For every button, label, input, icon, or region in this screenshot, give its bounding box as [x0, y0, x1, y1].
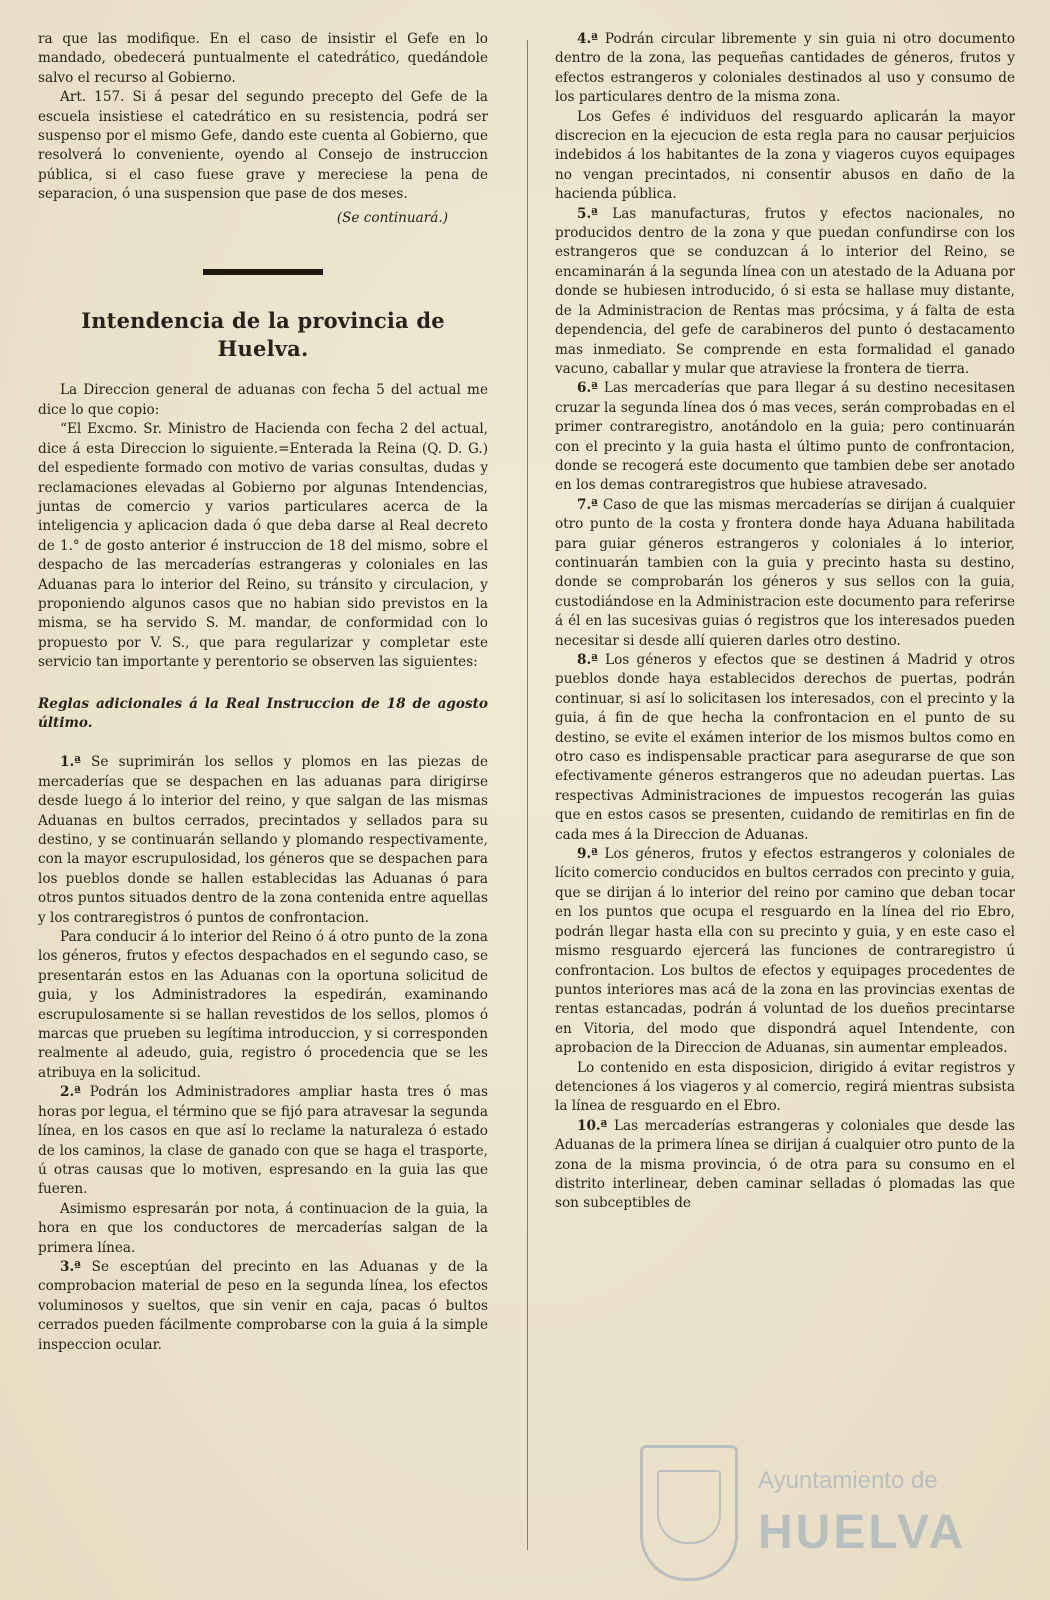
archive-watermark — [640, 1445, 1040, 1595]
rule-10 — [555, 1117, 1015, 1214]
rule-2-continued: Asimismo espresarán por nota, á continuacion de la guia, la hora en que los conductores de mercaderías salgan de la primera línea. — [38, 1200, 488, 1256]
rule-number: 7.ª — [577, 496, 598, 513]
rule-text: Se esceptúan del precinto en las Aduanas y de la comprobacion material de peso en la segunda línea, los efectos voluminosos y sueltos, que sin venir en caja, pacas ó bultos cerrados pueden fácilmente comprobarse con la guia á la simple inspeccion ocular. — [38, 1258, 488, 1353]
rule-7 — [555, 496, 1015, 651]
rule-text: Podrán circular libremente y sin guia ni otro documento dentro de la zona, las pequeñas cantidades de géneros, frutos y efectos estrangeros y coloniales destinados al uso y consumo de los particulares dentro de la misma zona. — [555, 31, 1016, 106]
rule-text: Los géneros y efectos que se destinen á Madrid y otros pueblos donde haya establecidos derechos de puertas, podrán continuar, si así lo solicitasen los interesados, con el precinto y la guia, á fin de que hecha la confrontacion en el punto de su destino, se evite el exámen interior de los mismos bultos como en otro caso es indispensable practicar para asegurarse de que son efectivamente géneros estrangeros que no adeudan puertas. Las respectivas Administraciones de impuestos recogerán las guias que en estos casos se presenten, cuidando de remitirlas en fin de cada mes á la Direccion de Aduanas. — [555, 652, 1015, 843]
watermark-line-1: Ayuntamiento de — [758, 1467, 938, 1494]
rule-4 — [555, 30, 1015, 108]
rule-number: 8.ª — [577, 652, 598, 668]
rule-9-continued: Lo contenido en esta disposicion, dirigido á evitar registros y detenciones á los viageros y al comercio, regirá mientras subsista la línea de resguardo en el Ebro. — [555, 1059, 1015, 1115]
coat-of-arms-icon — [640, 1445, 738, 1581]
quote-paragraph: “El Excmo. Sr. Ministro de Hacienda con fecha 2 del actual, dice á esta Direccion lo siguiente.=Enterada la Reina (Q. D. G.) del espediente formado con motivo de varias consultas, dudas y reclamaciones elevadas al Gobierno por algunas Intendencias, juntas de comercio y varios particulares acerca de la inteligencia y aplicacion dada ó que deba darse al Real decreto de 1.° de gosto anterior é instruccion de 18 del mismo, sobre el despacho de las mercaderías estrangeras y coloniales en las Aduanas para lo interior del Reino, su tránsito y circulacion, y proponiendo algunos casos que no habian sido previstos en la misma, se ha servido S. M. mandar, de conformidad con lo propuesto por V. S., que para regularizar y completar este servicio tan importante y perentorio se observen las siguientes: — [38, 421, 488, 671]
section-heading: Intendencia de la provincia de Huelva. — [81, 308, 445, 362]
rule-8 — [555, 651, 1015, 845]
watermark-line-2: HUELVA — [758, 1506, 967, 1559]
rule-9 — [555, 845, 1015, 1058]
rule-1-continued: Para conducir á lo interior del Reino ó á otro punto de la zona los géneros, frutos y efectos despachados en el segundo caso, se presentarán estos en las Aduanas con la oportuna solicitud de guia, y los Administradores la espedirán, examinando escrupulosamente si se hallan revestidos de los sellos, plomos ó marcas que prueben su legítima introduccion, y si corresponden realmente al adeudo, guia, registro ó procedencia que se les atribuya en la solicitud. — [38, 929, 488, 1081]
rule-2 — [38, 1083, 488, 1199]
rule-number: 9.ª — [577, 846, 598, 863]
to-be-continued: (Se continuará.) — [336, 209, 448, 226]
section-separator — [38, 262, 488, 281]
left-column — [38, 30, 488, 1355]
rule-text: Las manufacturas, frutos y efectos nacionales, no producidos dentro de la zona y que puedan confundirse con los estrangeros que se conduzcan á lo interior del Reino, se encaminarán á la segunda línea con un atestado de la Aduana por donde se hubiesen introducido, ó si esta se hallase muy distante, de la Administracion de Rentas mas prócsima, y á falta de esta dependencia, del gefe de carabineros del punto ó destacamento mas inmediato. Se comprende en esta formalidad el ganado vacuno, caballar y mular que atraviese la frontera de tierra. — [555, 205, 1015, 377]
rule-text: Podrán los Administradores ampliar hasta tres ó mas horas por legua, el término que se fijó para atravesar la segunda línea, en los casos en que así lo reclame la naturaleza ó estado de los caminos, la clase de ganado con que se haga el trasporte, ú otras causas que lo motiven, espresando en la guia las que fueren. — [38, 1084, 488, 1198]
rule-number: 2.ª — [60, 1084, 81, 1101]
rule-1 — [38, 753, 488, 928]
column-divider — [527, 40, 528, 1550]
rule-number: 4.ª — [577, 31, 598, 47]
rule-text: Las mercaderías estrangeras y coloniales que desde las Aduanas de la primera línea se dirijan á cualquier otro punto de la zona de la misma provincia, ó de otra para su consumo en el distrito interlinear, deben caminar selladas ó plomadas las que son subceptibles de — [555, 1117, 1015, 1212]
rule-text: Se suprimirán los sellos y plomos en las piezas de mercaderías que se despachen en las aduanas para dirigirse desde luego á lo interior del reino, y que salgan de las mismas Aduanas en bultos cerrados, precintados y sellados para su destino, y se continuarán sellando y plomando respectivamente, con la mayor escrupulosidad, los géneros que se despachen para los pueblos donde se hallen establecidas las Aduanas ó para otros puntos situados dentro de la zona contenida entre aquellas y los contraregistros ó puntos de confrontacion. — [38, 754, 488, 926]
rule-number: 1.ª — [60, 754, 81, 771]
rule-number: 10.ª — [577, 1117, 608, 1134]
intro-paragraph: La Direccion general de aduanas con fecha 5 del actual me dice lo que copio: — [38, 382, 488, 418]
rule-number: 3.ª — [60, 1258, 81, 1275]
rule-3 — [38, 1258, 488, 1355]
rule-5 — [555, 205, 1015, 380]
rule-6 — [555, 379, 1015, 495]
rule-number: 5.ª — [577, 205, 598, 222]
rule-text: Los géneros, frutos y efectos estrangeros y coloniales de lícito comercio conducidos en bultos cerrados con precinto y guia, que se dirijan á lo interior del reino por camino que deban tocar en los puntos que ocupa el resguardo en la línea del rio Ebro, podrán llegar hasta ella con su precinto y guia, y en este caso el mismo resguardo ejercerá las funciones de contraregistro ú confrontacion. Los bultos de efectos y equipages procedentes de puntos interiores mas acá de la zona en las provincias exentas de rentas estancadas, podrán á voluntad de los dueños precintarse en Vitoria, del modo que dispondrá aquel Intendente, con aprobacion de la Direccion de Aduanas, sin aumentar empleados. — [555, 846, 1015, 1057]
right-column — [555, 30, 1015, 1214]
rule-text: Las mercaderías que para llegar á su destino necesitasen cruzar la segunda línea dos ó mas veces, serán comprobadas en el primer contraregistro, anotándolo en la guia; pero continuarán con el precinto y la guia hasta el último punto de confrontacion, donde se recogerá este documento que tambien debe ser anotado en los demas contraregistros que hubiese atravesado. — [555, 380, 1016, 494]
article-157: Art. 157. Si á pesar del segundo precepto del Gefe de la escuela insistiese el catedrático en su resistencia, podrá ser suspenso por el mismo Gefe, dando este cuenta al Gobierno, que resolverá lo conveniente, oyendo al Consejo de instruccion pública, si el caso fuese grave y mereciese la pena de separacion, ó una suspension que pase de dos meses. — [38, 89, 488, 203]
continuation-paragraph: ra que las modifique. En el caso de insistir el Gefe en lo mandado, obedecerá puntualmente el catedrático, quedándole salvo el recurso al Gobierno. — [38, 31, 488, 86]
rule-4-continued: Los Gefes é individuos del resguardo aplicarán la mayor discrecion en la ejecucion de esta regla para no causar perjuicios indebidos á los habitantes de la zona y viageros cuyos equipages no vengan precintados, ni consentir abusos en daño de la hacienda pública. — [555, 108, 1015, 203]
rules-title: Reglas adicionales á la Real Instruccion de 18 de agosto último. — [38, 695, 488, 731]
rule-number: 6.ª — [577, 380, 598, 397]
rule-text: Caso de que las mismas mercaderías se dirijan á cualquier otro punto de la costa y frontera donde haya Aduana habilitada para guiar géneros estrangeros y coloniales á lo interior, continuarán tambien con la guia y precinto hasta su destino, donde se comprobarán los géneros y sus sellos con la guia, custodiándose en la Administracion este documento para referirse á él en las sucesivas guias ó registros que los interesados pueden necesitar si desde allí quieren darles otro destino. — [555, 496, 1015, 649]
